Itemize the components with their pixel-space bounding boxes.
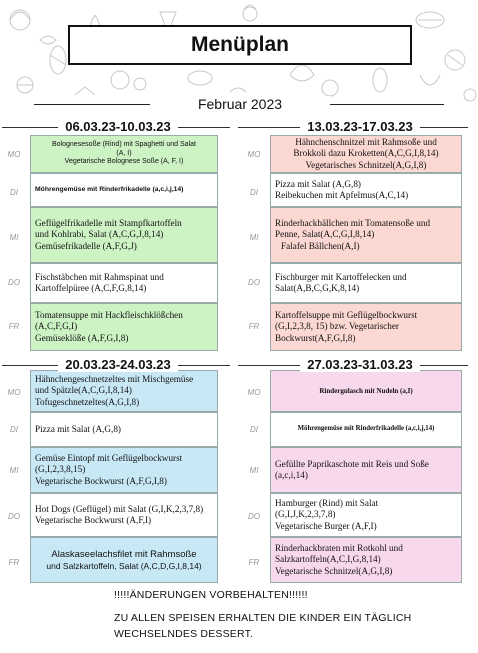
page-title: Menüplan <box>68 25 412 65</box>
menu-line: Kartoffelsuppe mit Geflügelbockwurst <box>275 310 418 321</box>
menu-line: Hamburger (Rind) mit Salat <box>275 498 379 509</box>
menu-line: (G,I,2,3,8,15) <box>35 464 86 475</box>
menu-line: Gefüllte Paprikaschote mit Reis und Soße <box>275 458 429 469</box>
menu-line: und Spätzle(A,C,G,I,8,14) <box>35 385 132 396</box>
menu-line: Vegetarische Schnitzel(A,G,I,8) <box>275 565 393 576</box>
menu-cell <box>270 135 462 173</box>
menu-cell <box>270 412 462 447</box>
week-3-range: 20.03.23-24.03.23 <box>58 357 178 372</box>
menu-line: Hot Dogs (Geflügel) mit Salat (G,I,K,2,3,7,8) <box>35 503 204 514</box>
menu-line: Möhrengemüse mit Rinderfrikadelle (a,c,i,j,14) <box>35 185 184 193</box>
menu-line: Salat(A,B,C,G,K,8,14) <box>275 283 360 293</box>
menu-line: Vegetarische Burger (A,F,I) <box>275 520 377 531</box>
menu-line: (G,I,2,3,8, 15) bzw. Vegetarischer <box>275 321 399 332</box>
menu-line: Bockwurst(A,F,G,I,8) <box>275 332 356 343</box>
menu-cell <box>30 135 218 173</box>
menu-line: Kartoffelpüree (A,C,F,G,8,14) <box>35 283 147 293</box>
menu-line: (G,I,J,K,2,3,7,8) <box>275 509 336 520</box>
day-label-mi: MI <box>9 466 19 475</box>
menu-line: Brokkoli dazu Kroketten(A,C,G,I,8,14) <box>293 148 439 159</box>
menu-cell <box>270 173 462 207</box>
day-label-di: DI <box>10 188 18 197</box>
day-label-mi: MI <box>249 233 259 242</box>
menu-cell <box>30 537 218 583</box>
menu-line: Vegetarisches Schnitzel(A,G,I,8) <box>305 159 427 170</box>
divider <box>34 104 154 105</box>
day-label-mo: MO <box>7 388 21 397</box>
menu-line: Pizza mit Salat (A,G,8) <box>275 178 361 189</box>
divider <box>326 104 444 105</box>
day-label-mi: MI <box>9 233 19 242</box>
menu-cell <box>30 207 218 263</box>
menu-cell <box>30 412 218 447</box>
day-label-fr: FR <box>248 558 260 567</box>
dessert-note-line-2: WECHSELNDES DESSERT. <box>114 628 254 640</box>
menu-line: Gemüse Eintopf mit Geflügelbockwurst <box>35 453 183 464</box>
menu-line: Bolognesesoße (Rind) mit Spaghetti und Salat <box>52 141 196 149</box>
menu-cell <box>270 263 462 303</box>
menu-cell <box>30 447 218 493</box>
menu-line: Pizza mit Salat (A,G,8) <box>35 423 121 434</box>
menu-cell <box>30 370 218 412</box>
day-label-fr: FR <box>248 322 260 331</box>
menu-line: Gemüseklöße (A,F,G,I,8) <box>35 332 129 343</box>
menu-line: Vegetarische Bockwurst (A,F,I) <box>35 515 152 525</box>
month-label: Februar 2023 <box>150 96 330 112</box>
day-label-mo: MO <box>7 150 21 159</box>
menu-line: Hähnchengeschnetzeltes mit Mischgemüse <box>35 374 194 385</box>
dessert-note-line-1: ZU ALLEN SPEISEN ERHALTEN DIE KINDER EIN TÄGLICH <box>114 612 412 624</box>
day-label-di: DI <box>10 425 18 434</box>
day-label-fr: FR <box>8 322 20 331</box>
menu-line: Tofugeschnetzeltes(A,G,I,8) <box>35 396 140 407</box>
day-label-mi: MI <box>249 466 259 475</box>
menu-line: (A, I) <box>116 149 132 157</box>
menu-line: Reibekuchen mit Apfelmus(A,C,14) <box>275 190 409 200</box>
menu-line: Rinderhackbraten mit Rotkohl und <box>275 543 403 554</box>
menu-line: Tomatensuppe mit Hackfleischklößchen <box>35 310 183 321</box>
menu-line: Fischburger mit Kartoffelecken und <box>275 271 407 282</box>
day-label-di: DI <box>250 188 258 197</box>
menu-cell <box>270 447 462 493</box>
day-label-mo: MO <box>247 388 261 397</box>
menu-line: Vegetarische Bolognese Soße (A, F, I) <box>64 158 184 166</box>
menu-cell <box>30 263 218 303</box>
menu-line: Alaskaseelachsfilet mit Rahmsoße <box>51 549 197 561</box>
week-2-range: 13.03.23-17.03.23 <box>300 119 420 134</box>
menu-line: (a,c,i,14) <box>275 470 308 480</box>
menu-line: Geflügelfrikadelle mit Stampfkartoffeln <box>35 218 182 229</box>
menu-line: Salzkartoffeln(A,C,I,G,8,14) <box>275 554 381 565</box>
menu-line: (A,C,F,G,I) <box>35 321 78 332</box>
day-label-do: DO <box>8 278 20 287</box>
menu-cell <box>270 493 462 537</box>
menu-cell <box>270 370 462 412</box>
menu-line: Gemüsefrikadelle (A,F,G,J) <box>35 240 137 251</box>
day-label-mo: MO <box>247 150 261 159</box>
menu-line: Möhrengemüse mit Rinderfrikadelle (a,c,i,j,14) <box>297 425 435 433</box>
menu-line: Rinderhackbällchen mit Tomatensoße und <box>275 218 431 229</box>
menu-cell <box>30 173 218 207</box>
day-label-do: DO <box>248 512 260 521</box>
day-label-do: DO <box>8 512 20 521</box>
menu-line: Rindergulasch mit Nudeln (a,I) <box>319 386 413 395</box>
menu-cell <box>30 493 218 537</box>
menu-cell <box>270 207 462 263</box>
menu-cell <box>270 303 462 351</box>
day-label-di: DI <box>250 425 258 434</box>
menu-line: Penne, Salat(A,C,G,I,8,14) <box>275 229 375 240</box>
notice-changes: !!!!!ÄNDERUNGEN VORBEHALTEN!!!!!! <box>114 589 308 601</box>
day-label-do: DO <box>248 278 260 287</box>
week-1-range: 06.03.23-10.03.23 <box>58 119 178 134</box>
menu-line: Vegetarische Bockwurst (A,F,G,I,8) <box>35 475 167 486</box>
menu-line: Falafel Bällchen(A,I) <box>281 240 360 251</box>
menu-cell <box>30 303 218 351</box>
menu-line: und Salzkartoffeln, Salat (A,C,D,G,I,8,14) <box>46 560 202 571</box>
menu-line: Hähnchenschnitzel mit Rahmsoße und <box>295 137 437 148</box>
week-4-range: 27.03.23-31.03.23 <box>300 357 420 372</box>
menu-cell <box>270 537 462 583</box>
menu-line: Fischstäbchen mit Rahmspinat und <box>35 271 164 282</box>
menu-line: und Kohlrabi, Salat (A,C,G,J,8,14) <box>35 229 164 240</box>
day-label-fr: FR <box>8 558 20 567</box>
